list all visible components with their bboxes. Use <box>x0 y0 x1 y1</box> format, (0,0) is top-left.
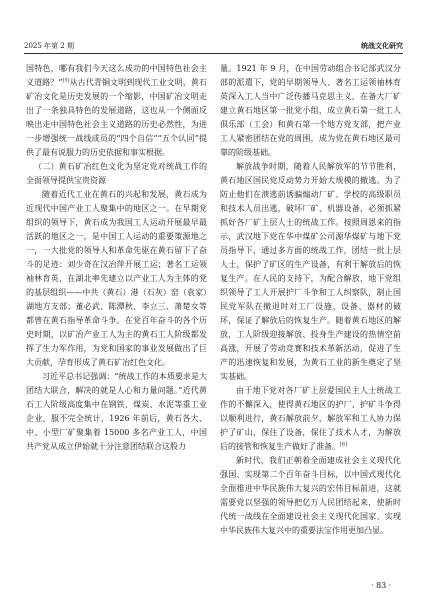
paragraph-text: 从古代青铜文明到现代工业文明，黄石矿冶文化是历史发展的一个缩影，中国矿冶文明走出了一条独具特色的发展道路，这也从一个侧面反映出走中国特色社会主义道路的历史必然性，为进一步增强统一战线成员的“四个自信”“五个认同”提供了最有说服力的历史依据和事实根据。 <box>26 78 207 157</box>
paragraph <box>26 62 207 160</box>
paragraph: 随着近代工业在黄石的兴起和发展，黄石成为近现代中国产业工人聚集中的地区之一。在早期党组织的领导下，黄石成为我国工人运动开展最早最活跃的地区之一，是中国工人运动的重要策源地之一，一大批党的领导人和革命先驱在黄石留下了奋斗的足迹：刘少奇在汉冶萍开展工运；著名工运领袖林育英，在湖北率先建立以产业工人为主体的党的基层组织——中共（黄石）港（石灰）窑（袁家）湖地方支部；董必武、陈潭秋、李立三、萧楚女等都曾在黄石指导革命斗争。在党百年奋斗的各个历史时期，以矿冶产业工人为主的黄石工人阶级都发挥了生力军作用，为党和国家的事业发展做出了巨大贡献，孕育形成了黄石矿冶红色文化。 <box>26 190 207 367</box>
journal-title: 统战文化研究 <box>361 42 403 50</box>
paragraph <box>220 384 401 454</box>
issue-label: 2025 年第 2 期 <box>24 42 74 50</box>
page-number: · 83 · <box>371 581 392 590</box>
running-header <box>24 39 403 54</box>
paragraph-text: 国特色，哪有我们今天这么成功的中国特色社会主义道路？” <box>26 64 207 87</box>
section-heading: （二）黄石矿冶红色文化为坚定党对统战工作的全面领导提供宝贵资源 <box>26 162 207 185</box>
paragraph: 新时代，我们正朝着全面建成社会主义现代化强国、实现第二个百年奋斗目标，以中国式现代化全面推进中华民族伟大复兴的宏伟目标前进，这就需要党以坚强的领导把亿万人民团结起来，使新时代统一战线在全面建设社会主义现代化国家、实现中华民族伟大复兴中的重要法宝作用更加凸显。 <box>220 456 401 535</box>
right-column <box>220 62 401 562</box>
citation-ref: [6] <box>340 441 348 448</box>
citation-ref: [5] <box>62 77 70 84</box>
paragraph-text: 由于地下党对各厂矿上层爱国民主人士统战工作的不懈深入，使得黄石地区的护厂、护矿斗争得以顺利进行，黄石解放前夕，解放军和工人协力保护了矿山，保住了设备，保住了技术人才，为解放后的接管和恢复生产做好了准备。 <box>220 386 401 451</box>
paragraph: 解放战争时期，随着人民解放军的节节胜利，黄石地区国民党反动势力开始大规模的撤逃。为了防止他们在溃逃前诱骗煽动厂矿、学校的高级职员和技术人员出逃，破坏厂矿、机器设备，必须抓紧抓好各厂矿上层人士的统战工作。按照周恩来的指示，武汉地下党在华中煤矿公司源华煤矿与地下党员指导下，通过多方面的统战工作，团结一批上层人士，保护了矿区的生产设备，有利于解放后的恢复生产。在人民的支持下，为配合解放，地下党组织领导了工人开展护厂斗争和工人纠察队，制止国民党军队在撤退时对工厂设施、设备、器材的破坏，保证了解放后的恢复生产。随着黄石地区的解放，工人阶级迎接解放、投身生产建设的热情空前高涨，开展了劳动竞赛和技术革新活动，促进了生产的迅速恢复和发展，为黄石工业的新生奠定了坚实基础。 <box>220 162 401 381</box>
paragraph: 量。1921 年 9 月，在中国劳动组合书记部武汉分部的派遣下，党的早期领导人、著名工运领袖林育英深入工人当中广泛传播马克思主义，在备大厂矿建立黄石地区第一批党小组，成立黄石第一批工人俱乐部（工会）和黄石第一个地方党支部，把产业工人紧密团结在党的周围，成为党在黄石地区最可靠的阶级基础。 <box>220 64 401 157</box>
paragraph: 习近平总书记强调：“统战工作的本质要求是大团结大联合，解决的就是人心和力量问题。”近代黄石工人阶级高度集中在钢铁、煤炭、水泥等重工业企业，服不完全统计，1926 年前后，黄石各大、中、小型厂矿聚集着 15000 多名产业工人，中国共产党从成立伊始就十分注意团结联合这股力 <box>26 372 207 451</box>
left-column <box>26 62 207 562</box>
